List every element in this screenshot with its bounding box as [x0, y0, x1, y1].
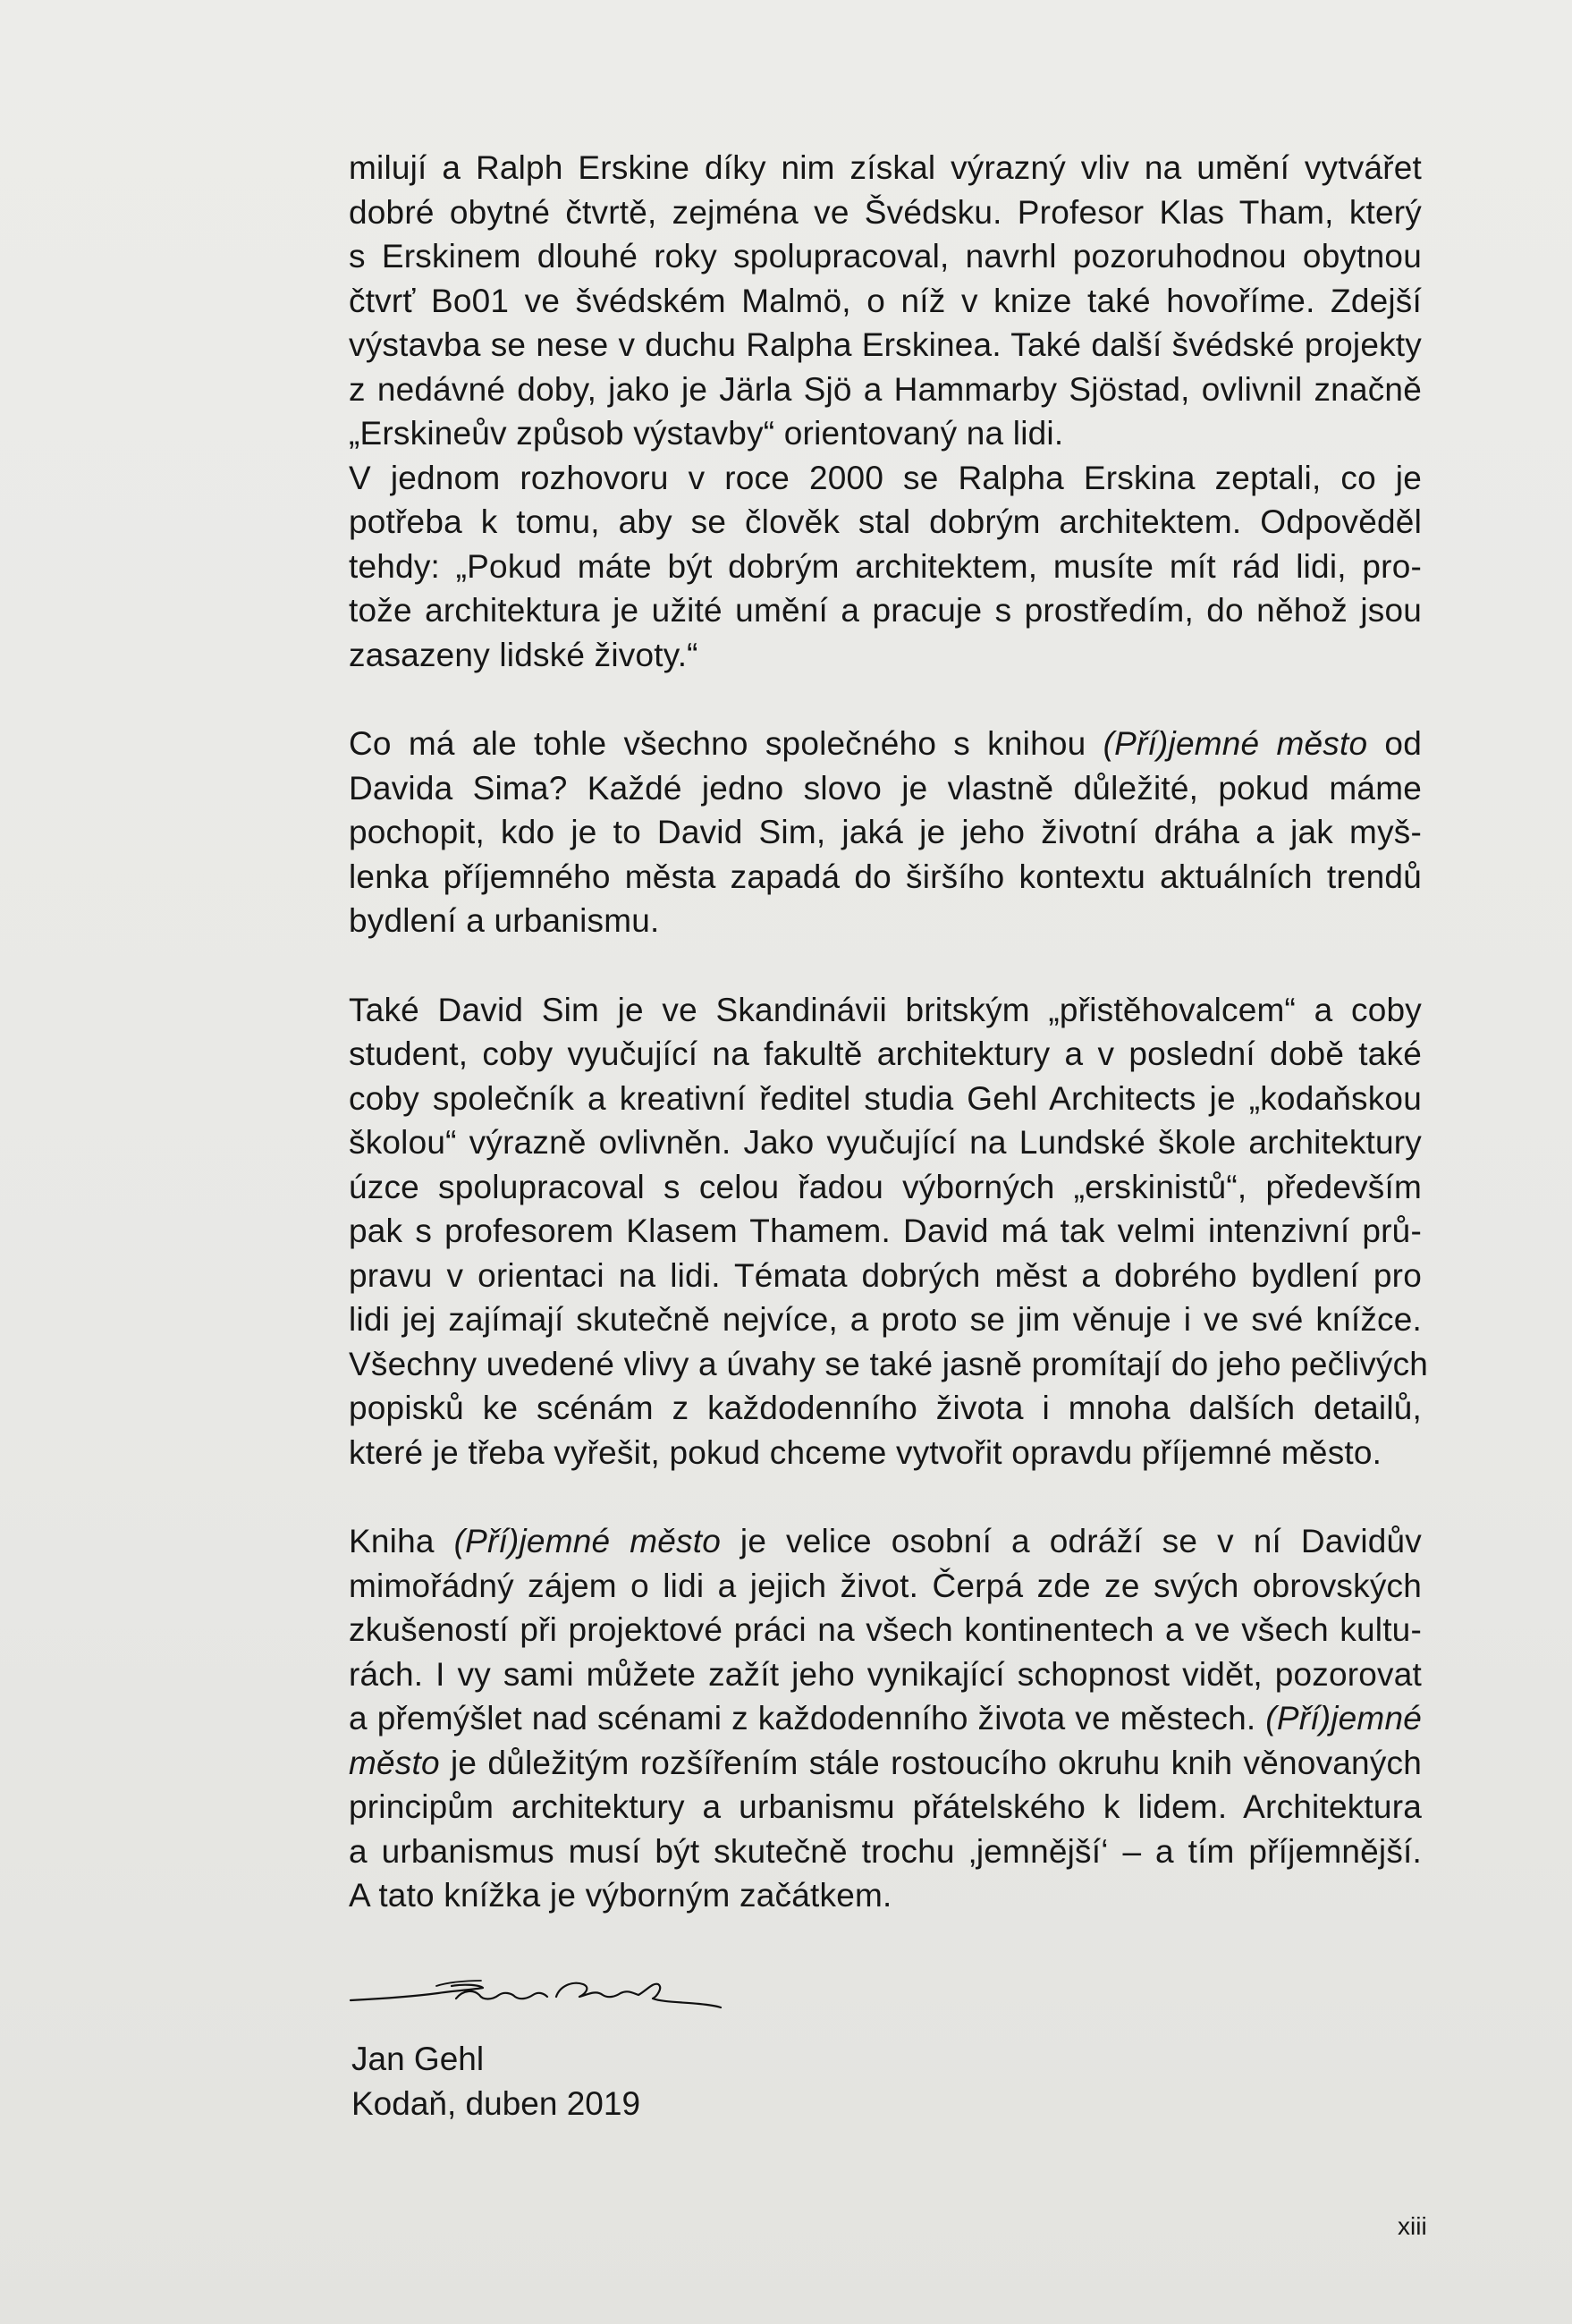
text-line	[349, 766, 1422, 811]
text-run: pochopit, kdo je to David Sim, jaká je jeho životní dráha a jak myš-	[349, 814, 1422, 850]
text-run: od	[1367, 725, 1422, 762]
text-run: je důležitým rozšířením stále rostoucího okruhu knih věnovaných	[439, 1744, 1422, 1781]
text-run: A tato knížka je výborným začátkem.	[349, 1877, 892, 1914]
text-line	[349, 279, 1422, 324]
place-date: Kodaň, duben 2019	[351, 2085, 641, 2122]
text-line	[349, 988, 1422, 1033]
text-line	[349, 1165, 1422, 1210]
page-number: xiii	[1398, 2212, 1427, 2240]
paragraph-gap	[349, 677, 1422, 722]
text-run: s Erskinem dlouhé roky spolupracoval, navrhl pozoruhodnou obytnou	[349, 238, 1422, 275]
paragraph-gap	[349, 1475, 1422, 1519]
text-line	[349, 1741, 1422, 1786]
text-run: principům architektury a urbanismu přátelského k lidem. Architektura	[349, 1788, 1422, 1825]
text-run: tehdy: „Pokud máte být dobrým architektem, musíte mít rád lidi, pro-	[349, 547, 1422, 585]
text-run: student, coby vyučující na fakultě architektury a v poslední době také	[349, 1035, 1422, 1072]
text-run: z nedávné doby, jako je Järla Sjö a Hammarby Sjöstad, ovlivnil značně	[349, 370, 1422, 408]
text-line	[349, 190, 1422, 235]
text-run: úzce spolupracoval s celou řadou výborných „erskinistů“, především	[349, 1168, 1422, 1205]
text-run: V jednom rozhovoru v roce 2000 se Ralpha Erskina zeptali, co je	[349, 459, 1422, 496]
text-run: zasazeny lidské životy.“	[349, 636, 698, 673]
text-line	[349, 1652, 1422, 1697]
text-line	[349, 1254, 1422, 1298]
text-run: Kniha	[349, 1523, 454, 1559]
paragraph	[349, 146, 1422, 677]
text-line	[349, 411, 1422, 456]
text-line	[349, 1342, 1429, 1387]
text-line	[349, 1830, 1422, 1874]
text-line	[349, 146, 1422, 190]
text-line	[349, 722, 1422, 766]
text-line	[349, 1519, 1422, 1564]
text-run: je velice osobní a odráží se v ní Davidův	[720, 1523, 1422, 1559]
text-run: milují a Ralph Erskine díky nim získal výrazný vliv na umění vytvářet	[349, 149, 1422, 186]
text-run: „Erskineův způsob výstavby“ orientovaný na lidi.	[349, 415, 1064, 452]
text-line	[349, 1785, 1422, 1830]
italic-title: město	[349, 1744, 440, 1781]
paragraph-gap	[349, 943, 1422, 988]
text-run: lidi jej zajímají skutečně nejvíce, a proto se jim věnuje i ve své knížce.	[349, 1301, 1422, 1338]
text-line	[349, 855, 1422, 900]
text-run: coby společník a kreativní ředitel studia Gehl Architects je „kodaňskou	[349, 1079, 1422, 1117]
text-line	[349, 234, 1422, 279]
text-run: Všechny uvedené vlivy a úvahy se také jasně promítají do jeho pečlivých	[349, 1345, 1429, 1382]
text-line	[349, 1209, 1422, 1254]
text-run: dobré obytné čtvrtě, zejména ve Švédsku. Profesor Klas Tham, který	[349, 193, 1422, 231]
text-run: bydlení a urbanismu.	[349, 902, 660, 939]
text-line	[349, 1608, 1422, 1652]
text-line	[349, 1386, 1422, 1431]
handwritten-signature	[349, 1963, 724, 2025]
text-run: potřeba k tomu, aby se člověk stal dobrým architektem. Odpověděl	[349, 503, 1422, 540]
text-run: Také David Sim je ve Skandinávii britským „přistěhovalcem“ a coby	[349, 991, 1422, 1028]
text-line	[349, 810, 1422, 855]
paragraph	[349, 988, 1429, 1475]
text-run: pravu v orientaci na lidi. Témata dobrých měst a dobrého bydlení pro	[349, 1256, 1422, 1294]
text-line	[349, 368, 1422, 412]
paragraph	[349, 1519, 1422, 1918]
text-run: lenka příjemného města zapadá do širšího kontextu aktuálních trendů	[349, 858, 1422, 895]
text-run: mimořádný zájem o lidi a jejich život. Čerpá zde ze svých obrovských	[349, 1567, 1422, 1604]
text-line	[349, 500, 1422, 545]
text-run: a přemýšlet nad scénami z každodenního života ve městech.	[349, 1700, 1266, 1737]
text-run: Davida Sima? Každé jedno slovo je vlastně důležité, pokud máme	[349, 769, 1422, 807]
text-line	[349, 633, 1422, 678]
text-run: výstavba se nese v duchu Ralpha Erskinea. Také další švédské projekty	[349, 326, 1422, 363]
italic-title: (Pří)jemné	[1265, 1700, 1422, 1737]
text-line	[349, 456, 1422, 501]
text-line	[349, 1120, 1422, 1165]
text-line	[349, 1032, 1422, 1077]
text-line	[349, 323, 1422, 368]
text-line	[349, 1431, 1422, 1475]
text-run: čtvrť Bo01 ve švédském Malmö, o níž v knize také hovoříme. Zdejší	[349, 282, 1422, 319]
text-run: zkušeností při projektové práci na všech kontinentech a ve všech kultu-	[349, 1611, 1422, 1648]
text-run: které je třeba vyřešit, pokud chceme vytvořit opravdu příjemné město.	[349, 1433, 1382, 1471]
text-run: popisků ke scénám z každodenního života i mnoha dalších detailů,	[349, 1390, 1422, 1426]
italic-title: (Pří)jemné město	[1103, 725, 1368, 762]
text-line	[349, 545, 1422, 589]
author-name: Jan Gehl	[351, 2041, 485, 2077]
body-text	[349, 146, 1429, 1918]
text-run: rách. I vy sami můžete zažít jeho vynikající schopnost vidět, pozorovat	[349, 1655, 1422, 1693]
text-run: tože architektura je užité umění a pracuje s prostředím, do něhož jsou	[349, 592, 1422, 629]
text-line	[349, 588, 1422, 633]
italic-title: (Pří)jemné město	[453, 1523, 721, 1559]
text-run: Co má ale tohle všechno společného s knihou	[349, 725, 1103, 762]
text-run: pak s profesorem Klasem Thamem. David má tak velmi intenzivní prů-	[349, 1213, 1422, 1249]
text-line	[349, 1696, 1422, 1741]
text-run: a urbanismus musí být skutečně trochu ‚jemnější‘ – a tím příjemnější.	[349, 1832, 1422, 1870]
text-line	[349, 1873, 1422, 1918]
text-line	[349, 899, 1422, 943]
paragraph	[349, 722, 1422, 943]
text-line	[349, 1564, 1422, 1609]
text-line	[349, 1077, 1422, 1121]
text-line	[349, 1297, 1422, 1342]
text-run: školou“ výrazně ovlivněn. Jako vyučující na Lundské škole architektury	[349, 1124, 1422, 1161]
